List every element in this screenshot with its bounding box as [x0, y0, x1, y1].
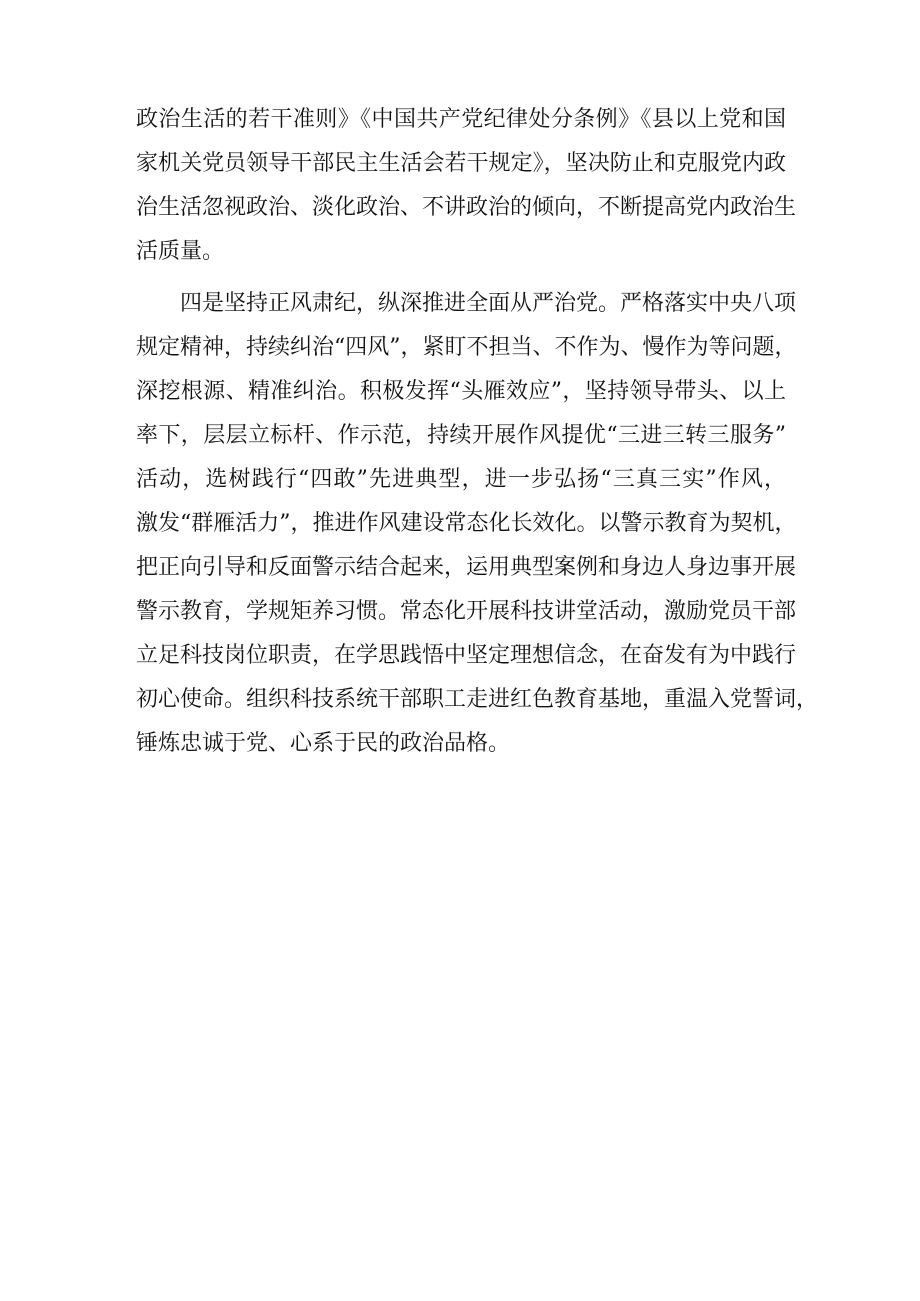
paragraph-2	[136, 282, 819, 766]
paragraph-line: 深挖根源、精准纠治。积极发挥“头雁效应”，坚持领导带头、以上	[136, 379, 786, 404]
paragraph-line: 政治生活的若干准则》《中国共产党纪律处分条例》《县以上党和国	[136, 107, 786, 132]
paragraph-line: 治生活忽视政治、淡化政治、不讲政治的倾向，不断提高党内政治生	[136, 195, 797, 220]
paragraph-line: 立足科技岗位职责，在学思践悟中坚定理想信念，在奋发有为中践行	[136, 643, 797, 668]
paragraph-line: 激发“群雁活力”，推进作风建设常态化长效化。以警示教育为契机，	[136, 511, 797, 536]
paragraph-line: 家机关党员领导干部民主生活会若干规定》，坚决防止和克服党内政	[136, 151, 786, 176]
paragraph-spacer	[136, 274, 786, 282]
paragraph-line: 规定精神，持续纠治“四风”，紧盯不担当、不作为、慢作为等问题，	[136, 335, 797, 360]
paragraph-line: 活动，选树践行“四敢”先进典型，进一步弘扬“三真三实”作风，	[136, 467, 786, 492]
paragraph-line: 锤炼忠诚于党、心系于民的政治品格。	[136, 731, 511, 756]
paragraph-line: 警示教育，学规矩养习惯。常态化开展科技讲堂活动，激励党员干部	[136, 599, 797, 624]
paragraph-line: 初心使命。组织科技系统干部职工走进红色教育基地，重温入党誓词，	[136, 687, 819, 712]
document-body	[136, 98, 819, 766]
paragraph-line: 率下，层层立标杆、作示范，持续开展作风提优“三进三转三服务”	[136, 423, 786, 448]
paragraph-1	[136, 98, 797, 274]
paragraph-line: 把正向引导和反面警示结合起来，运用典型案例和身边人身边事开展	[136, 555, 797, 580]
paragraph-line: 活质量。	[136, 239, 225, 264]
paragraph-line: 四是坚持正风肃纪，纵深推进全面从严治党。严格落实中央八项	[180, 291, 797, 316]
